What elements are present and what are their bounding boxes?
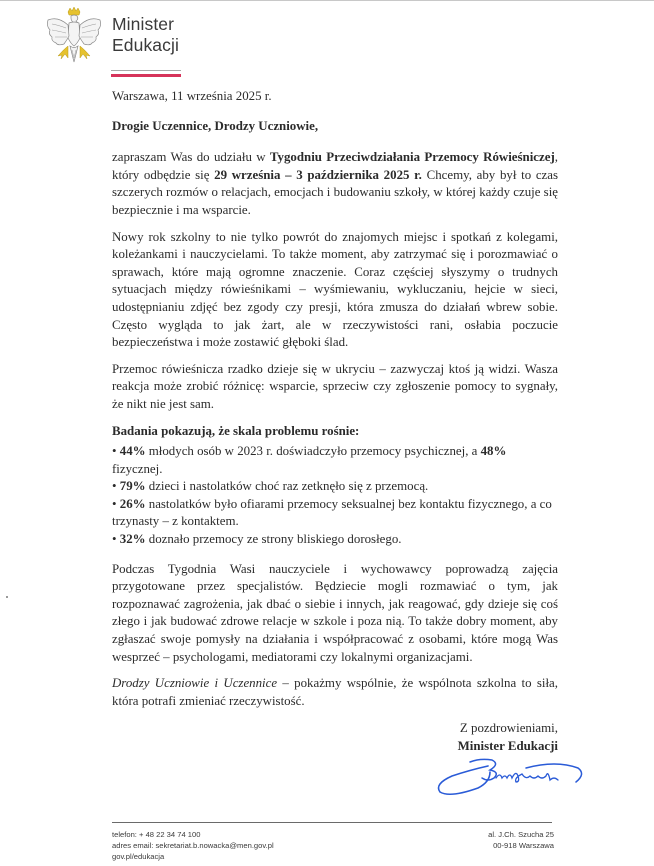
footer-address-line2: 00-918 Warszawa bbox=[493, 841, 554, 850]
ministry-name-line2: Edukacji bbox=[112, 35, 179, 55]
intro-paragraph bbox=[112, 149, 558, 219]
statistic-text: młodych osób w 2023 r. doświadczyło przemocy psychicznej, a bbox=[145, 444, 481, 459]
footer-rule bbox=[112, 822, 552, 823]
handwritten-signature-icon bbox=[430, 752, 590, 802]
paragraph-new-school-year: Nowy rok szkolny to nie tylko powrót do znajomych miejsc i spotkań z kolegami, koleżankami i nauczycielami. To także moment, aby zatrzymać się i porozmawiać o sprawach, które mają ogromne znaczenie. Coraz częściej słyszymy o trudnych sytuacjach między rówieśnikami – wyśmiewaniu, wykluczaniu, hejcie w sieci, udostępnianiu zdjęć bez zgody czy presji, która zmusza do działań wbrew sobie. Często wygląda to jak żart, ale w rzeczywistości rani, osłabia poczucie bezpieczeństwa i może zostawić głęboki ślad. bbox=[112, 229, 558, 350]
signer-title: Minister Edukacji bbox=[457, 739, 558, 753]
footer-phone: telefon: + 48 22 34 74 100 bbox=[112, 830, 201, 839]
intro-text-1: zapraszam Was do udziału w bbox=[112, 150, 270, 165]
closing-address: Drodzy Uczniowie i Uczennice bbox=[112, 676, 278, 691]
letter-date: Warszawa, 11 września 2025 r. bbox=[112, 89, 272, 103]
bullet-icon: • bbox=[112, 496, 120, 511]
statistic-item bbox=[112, 443, 558, 478]
statistic-text-2: fizycznej. bbox=[112, 461, 163, 476]
paragraph-week-activities: Podczas Tygodnia Wasi nauczyciele i wychowawcy poprowadzą zajęcia przygotowane przez specjalistów. Będziecie mogli rozmawiać o tym, jak rozpoznawać zagrożenia, jak dbać o siebie i innych, jak reagować, gdy dzieje się coś złego i jak budować zdrowe relacje w szkole i poza nią. To także dobry moment, aby zgłaszać swoje pomysły na działania i współpracować z osobami, które mogą Was wesprzeć – psychologami, mediatorami czy lokalnymi organizacjami. bbox=[112, 561, 558, 664]
statistic-item bbox=[112, 478, 558, 496]
regards: Z pozdrowieniami, bbox=[459, 721, 558, 736]
statistic-percent: 26% bbox=[119, 496, 146, 511]
letter-body bbox=[112, 88, 558, 756]
statistic-text: nastolatków było ofiarami przemocy seksualnej bez kontaktu fizycznego, a co trzynasty – z kontaktem. bbox=[112, 496, 552, 529]
intro-text-2: , który odbędzie się bbox=[112, 150, 558, 182]
closing-text: – pokażmy wspólnie, że wspólnota szkolna to siła, która potrafi zmieniać rzeczywistość. bbox=[112, 676, 558, 708]
statistic-text: doznało przemocy ze strony bliskiego dorosłego. bbox=[145, 532, 402, 547]
statistics-list bbox=[112, 443, 558, 549]
scan-artifact bbox=[6, 596, 8, 598]
header-red-rule bbox=[111, 74, 181, 78]
statistic-percent: 32% bbox=[119, 532, 146, 547]
intro-text-3: Chcemy, aby był to czas szczerych rozmów o relacjach, emocjach i budowaniu szkoły, w której każdy czuje się bezpiecznie i ma wsparcie. bbox=[112, 167, 559, 217]
paragraph-peer-violence: Przemoc rówieśnicza rzadko dzieje się w ukryciu – zazwyczaj ktoś ją widzi. Wasza reakcja może zrobić różnicę: wsparcie, sprzeciw czy zgłoszenie pomocy to sygnały, że nikt nie jest sam. bbox=[112, 361, 558, 411]
footer-contact bbox=[112, 829, 274, 862]
footer-email[interactable]: adres email: sekretariat.b.nowacka@men.gov.pl bbox=[112, 841, 274, 850]
closing-paragraph bbox=[112, 675, 558, 710]
salutation: Drogie Uczennice, Drodzy Uczniowie, bbox=[112, 118, 319, 133]
statistic-percent: 44% bbox=[119, 444, 146, 459]
event-dates: 29 września – 3 października 2025 r. bbox=[214, 167, 422, 182]
letterhead bbox=[44, 6, 244, 76]
event-name: Tygodniu Przeciwdziałania Przemocy Rówieśniczej bbox=[269, 150, 555, 165]
research-heading: Badania pokazują, że skala problemu rośnie: bbox=[112, 423, 360, 438]
bullet-icon: • bbox=[112, 479, 120, 494]
statistic-text: dzieci i nastolatków choć raz zetknęło się z przemocą. bbox=[145, 479, 429, 494]
statistic-item bbox=[112, 531, 558, 549]
bullet-icon: • bbox=[112, 532, 120, 547]
footer-address-line1: al. J.Ch. Szucha 25 bbox=[488, 830, 554, 839]
page-top-border bbox=[0, 0, 654, 1]
ministry-name-line1: Minister bbox=[112, 14, 175, 34]
footer-website[interactable]: gov.pl/edukacja bbox=[112, 852, 165, 861]
ministry-name bbox=[112, 14, 179, 56]
sign-off bbox=[112, 720, 558, 755]
statistic-percent-2: 48% bbox=[480, 444, 507, 459]
white-eagle-emblem-icon bbox=[44, 6, 104, 70]
footer-address bbox=[488, 829, 554, 851]
statistic-percent: 79% bbox=[119, 479, 146, 494]
header-grey-rule bbox=[111, 70, 181, 71]
bullet-icon: • bbox=[112, 444, 120, 459]
statistic-item bbox=[112, 496, 558, 531]
